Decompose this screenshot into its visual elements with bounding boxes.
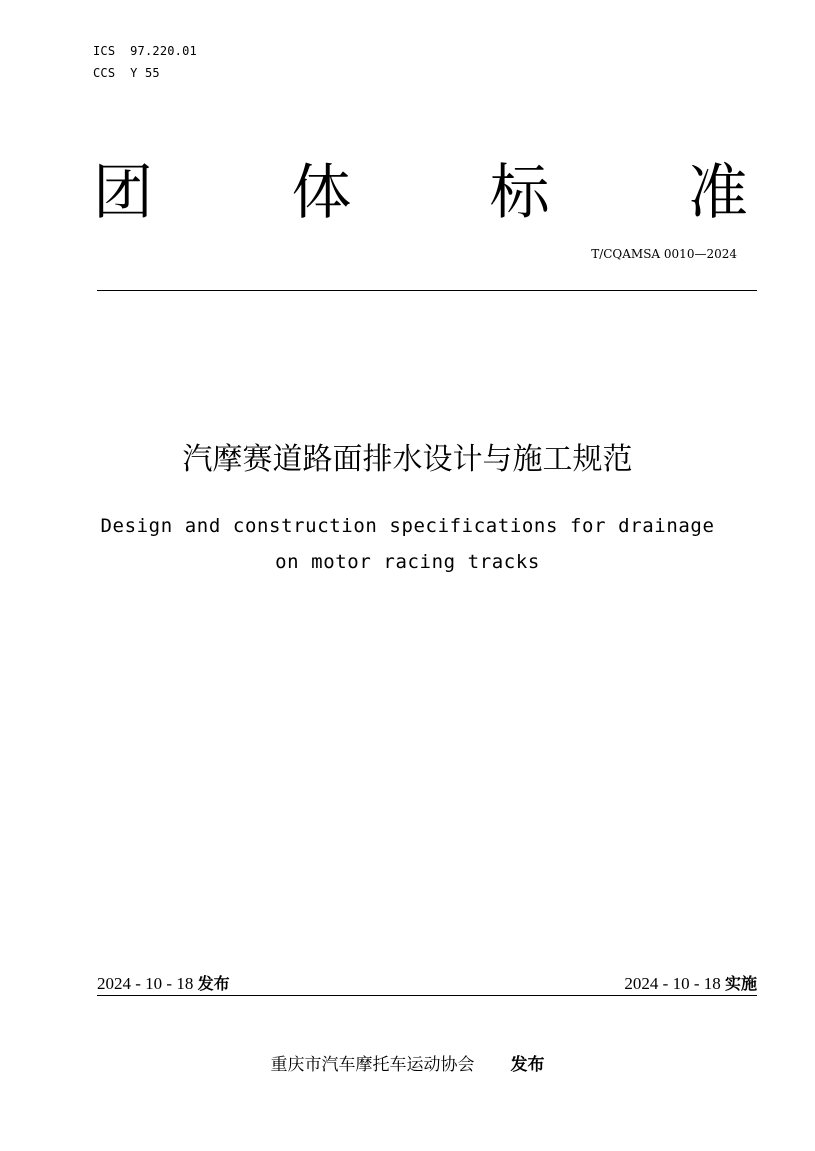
ccs-code: CCS Y 55	[93, 66, 160, 80]
publish-date-block	[97, 972, 230, 996]
date-row	[97, 972, 757, 996]
publish-date: 2024 - 10 - 18	[97, 974, 194, 993]
implement-date: 2024 - 10 - 18	[624, 974, 721, 993]
english-title-line-2: on motor racing tracks	[275, 551, 540, 573]
document-type-heading	[93, 158, 748, 228]
publisher-action: 发布	[510, 1055, 545, 1075]
top-divider	[97, 290, 757, 291]
english-title-line-1: Design and construction specifications for drainage	[100, 515, 715, 537]
classification-codes	[93, 40, 197, 84]
publisher-organization: 重庆市汽车摩托车运动协会	[270, 1055, 475, 1075]
doc-type-char-4: 准	[687, 158, 748, 228]
ics-code: ICS 97.220.01	[93, 44, 197, 58]
doc-type-char-1: 团	[93, 158, 153, 228]
chinese-title: 汽摩赛道路面排水设计与施工规范	[182, 442, 633, 477]
implement-label: 实施	[724, 974, 757, 993]
bottom-divider	[97, 995, 757, 996]
standard-number: T/CQAMSA 0010—2024	[591, 247, 737, 261]
doc-type-char-3: 标	[489, 158, 550, 228]
doc-type-char-2: 体	[291, 158, 352, 228]
publish-label: 发布	[197, 974, 230, 993]
english-title	[40, 508, 775, 580]
publisher-line	[0, 1052, 815, 1078]
implement-date-block	[624, 972, 757, 996]
